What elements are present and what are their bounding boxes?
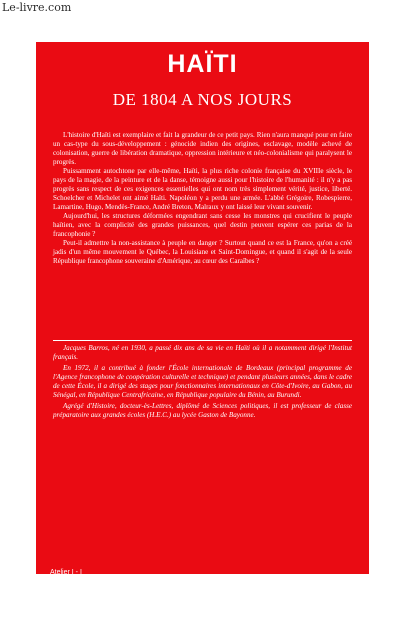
blurb-paragraph: L'histoire d'Haïti est exemplaire et fait la grandeur de ce petit pays. Rien n'aura manqué pour en faire un cas-type du sous-développement : génocide indien des origines, esclavage, modèle achevé de colonisation, guerre de libération dramatique, oppression intérieure et néo-colonialisme qui paralysent le progrès.: [53, 131, 352, 166]
blurb-paragraph: Peut-il admettre la non-assistance à peuple en danger ? Surtout quand ce est la France, qu'on a créé jadis d'un même mouvement le Québec, la Louisiane et Saint-Domingue, et quand il s'agit de la seule République francophone souveraine d'Amérique, au cœur des Caraïbes ?: [53, 239, 352, 265]
blurb-paragraph: Puissamment autochtone par elle-même, Haïti, la plus riche colonie française du XVIIIe siècle, le pays de la magie, de la peinture et de la danse, témoigne aussi pour l'histoire de l'humanité : il n'y a pas progrès sans respect de ces exigences essentielles qui ont nom très simplement vérité, justice, liberté. Schoelcher et Michelet ont aimé Haïti. Napoléon y a perdu une armée. L'abbé Grégoire, Robespierre, Lamartine, Hugo, Mendès-France, André Breton, Malraux y ont laissé leur vivant souvenir.: [53, 167, 352, 211]
publisher-imprint: Atelier I - I: [50, 569, 82, 576]
book-title: HAÏTI: [167, 50, 238, 78]
book-subtitle: DE 1804 A NOS JOURS: [112, 90, 293, 109]
book-back-cover: [36, 42, 369, 574]
section-divider: [53, 340, 352, 341]
blurb-paragraph: Aujourd'hui, les structures déformées engendrant sans cesse les monstres qui crucifient le peuple haïtien, avec la complicité des grandes puissances, quel destin peuvent espérer ces parias de la francophonie ?: [53, 212, 352, 238]
bio-paragraph: Jacques Barros, né en 1930, a passé dix ans de sa vie en Haïti où il a notamment dirigé l'Institut français.: [53, 344, 352, 361]
bio-paragraph: Agrégé d'Histoire, docteur-ès-Lettres, diplômé de Sciences politiques, il est professeur de classe préparatoire aux grandes écoles (H.E.C.) au lycée Gaston de Bayonne.: [53, 402, 352, 419]
blurb-text: [53, 131, 352, 266]
site-watermark: Le-livre.com: [2, 1, 72, 14]
bio-paragraph: En 1972, il a contribué à fonder l'École internationale de Bordeaux (principal programme de l'Agence francophone de coopération culturelle et technique) et pendant plusieurs années, dans le cadre de cette École, il a dirigé des stages pour fonctionnaires internationaux en Côte-d'Ivoire, au Gabon, au Sénégal, en République Centrafricaine, en République populaire du Bénin, au Burundi.: [53, 364, 352, 399]
author-bio: [53, 344, 352, 422]
